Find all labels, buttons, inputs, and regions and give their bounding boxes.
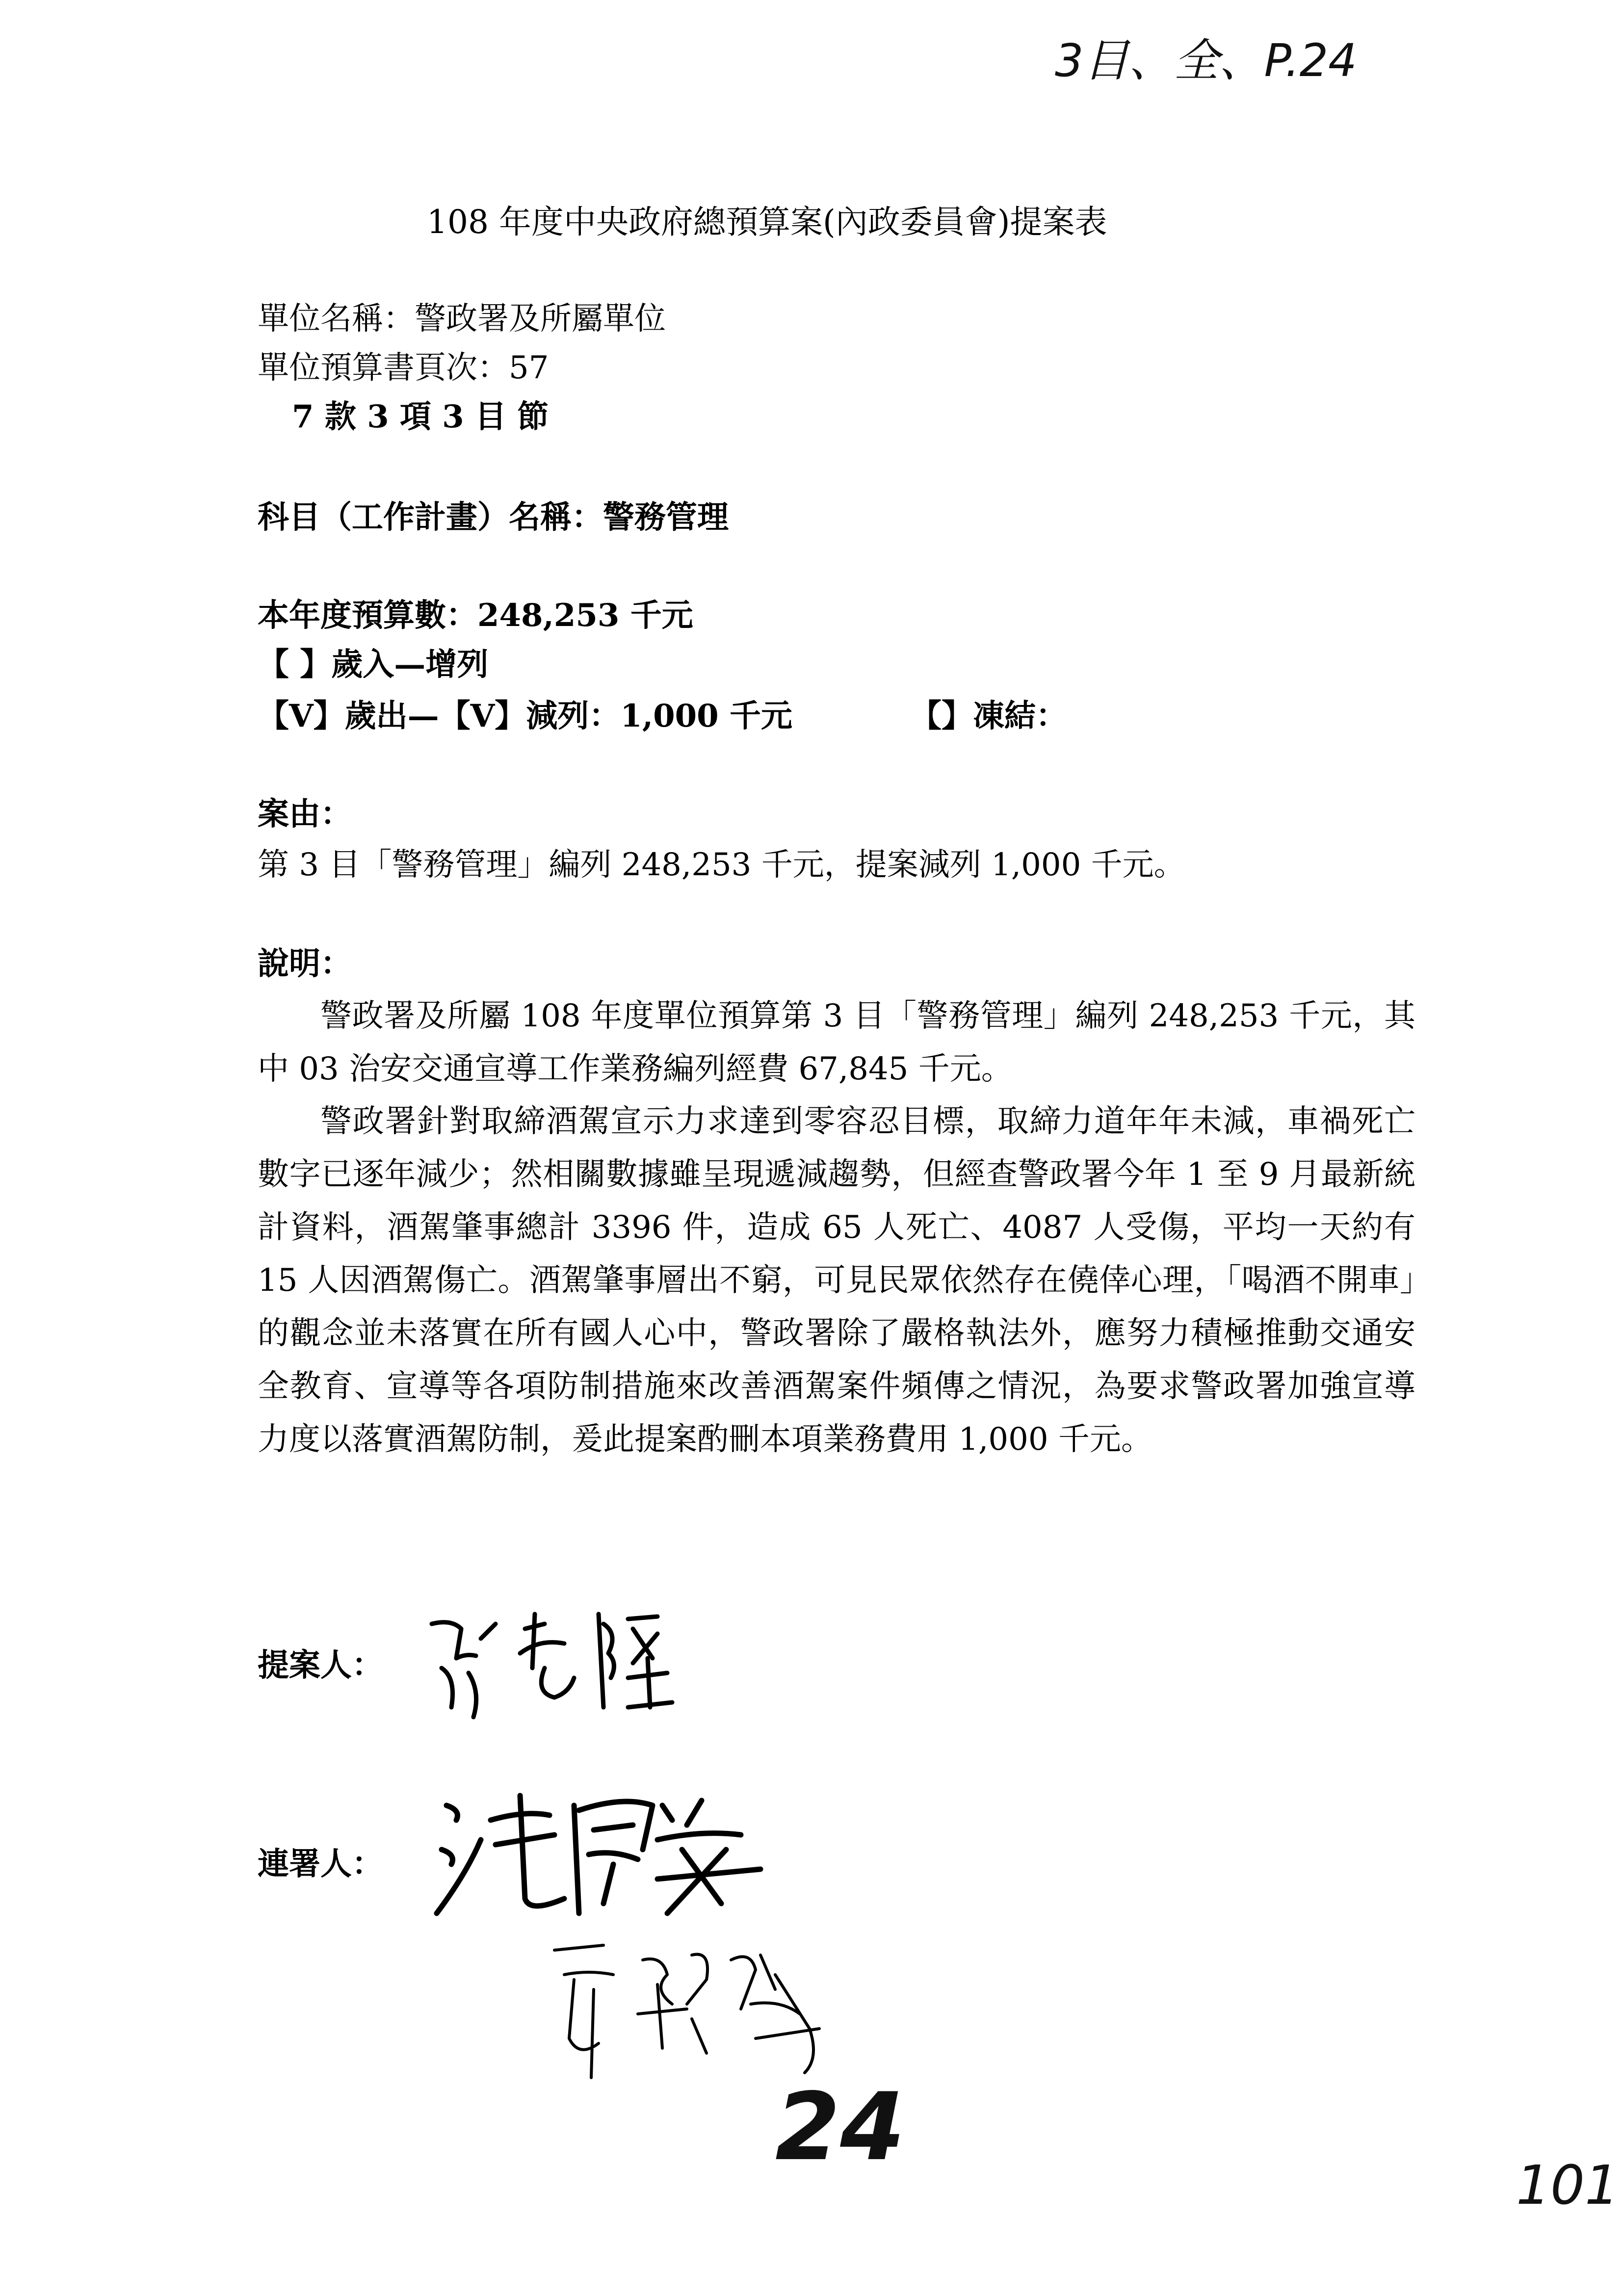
cosigner-signature-1	[427, 1776, 770, 1923]
unit-name: 單位名稱：警政署及所屬單位	[258, 301, 666, 337]
cosigner-signature-2	[545, 1931, 829, 2087]
page-title: 108 年度中央政府總預算案(內政委員會)提案表	[427, 203, 1107, 241]
cosigner-label: 連署人：	[258, 1846, 383, 1882]
expenditure-line: 【V】歲出—【V】減列：1,000 千元	[258, 698, 792, 734]
corner-note: 3目、全、P.24	[1055, 34, 1357, 87]
freeze-line: 【】凍結：	[910, 698, 1067, 734]
explanation-paragraph-2: 警政署針對取締酒駕宣示力求達到零容忍目標，取締力道年年未減，車禍死亡數字已逐年減少；然相關數據雖呈現遞減趨勢，但經查警政署今年 1 至 9 月最新統計資料，酒駕肇事總計 3396 件，造成 65 人死亡、4087 人受傷，平均一天約有 15 人因酒駕傷亡。酒駕肇事層出不窮，可見民眾依然存在僥倖心理，「喝酒不開車」的觀念並未落實在所有國人心中，警政署除了嚴格執法外，應努力積極推動交通安全教育、宣導等各項防制措施來改善酒駕案件頻傳之情況，為要求警政署加強宣導力度以落實酒駕防制，爰此提案酌刪本項業務費用 1,000 千元。	[258, 1103, 1415, 1458]
reason-text: 第 3 目「警務管理」編列 248,253 千元，提案減列 1,000 千元。	[258, 847, 1185, 883]
budget-amount: 本年度預算數：248,253 千元	[258, 597, 693, 634]
section-line: 7 款 3 項 3 目 節	[292, 398, 549, 435]
proposer-signature	[422, 1594, 697, 1722]
sheet-number: 101	[1516, 2154, 1619, 2217]
revenue-line: 【 】歲入—增列	[258, 646, 489, 683]
explanation-heading: 說明：	[258, 945, 352, 982]
proposer-label: 提案人：	[258, 1647, 383, 1684]
subject-line: 科目（工作計畫）名稱：警務管理	[258, 499, 729, 536]
page-number: 24	[775, 2073, 905, 2181]
explanation-paragraph-1: 警政署及所屬 108 年度單位預算第 3 目「警務管理」編列 248,253 千元，其中 03 治安交通宣導工作業務編列經費 67,845 千元。	[258, 998, 1415, 1087]
budget-page: 單位預算書頁次：57	[258, 350, 549, 386]
reason-heading: 案由：	[258, 796, 352, 833]
